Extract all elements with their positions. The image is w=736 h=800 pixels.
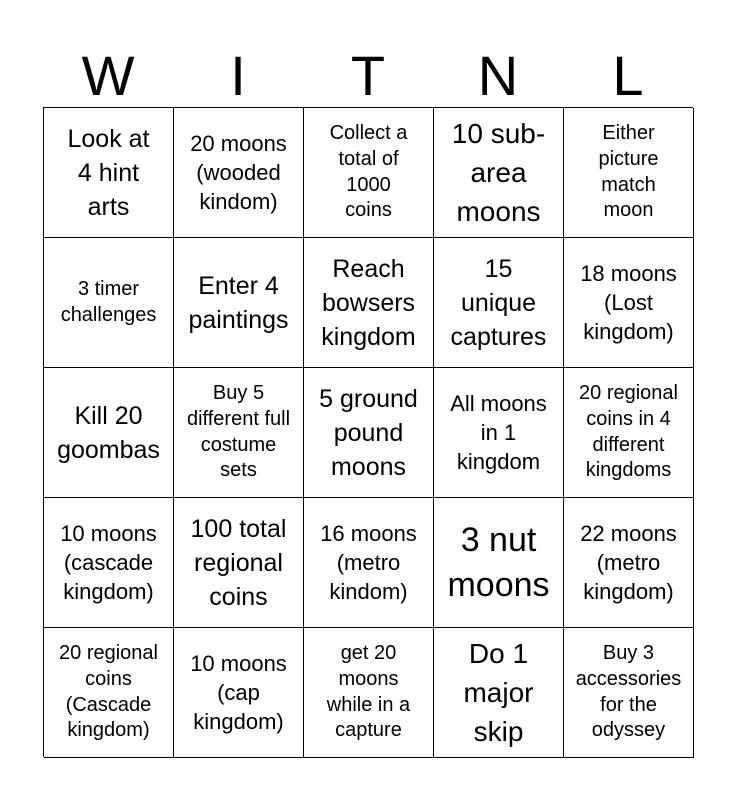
bingo-cell[interactable]: [174, 628, 304, 758]
bingo-cell-text: 20 moons (wooded kindom): [190, 130, 287, 215]
bingo-cell[interactable]: [564, 628, 694, 758]
bingo-cell[interactable]: [564, 238, 694, 368]
bingo-cell-text: 15 unique captures: [450, 254, 547, 351]
bingo-cell-text: 22 moons (metro kingdom): [580, 520, 677, 605]
bingo-cell-text: 3 nut moons: [447, 520, 550, 604]
header-letter-t: T: [350, 44, 386, 107]
bingo-cell-text: 5 ground pound moons: [319, 384, 418, 481]
bingo-cell-text: All moons in 1 kingdom: [450, 390, 547, 475]
bingo-cell[interactable]: [44, 498, 174, 628]
bingo-cell[interactable]: [174, 238, 304, 368]
bingo-cell-text: 16 moons (metro kindom): [320, 520, 417, 605]
bingo-cell[interactable]: [304, 238, 434, 368]
bingo-cell-text: Buy 3 accessories for the odyssey: [575, 642, 682, 742]
bingo-cell[interactable]: [44, 238, 174, 368]
header-letter-n: N: [477, 44, 519, 107]
bingo-cell-text: Look at 4 hint arts: [67, 124, 150, 221]
bingo-cell-text: Enter 4 paintings: [188, 271, 289, 334]
bingo-cell[interactable]: [564, 368, 694, 498]
bingo-cell-text: 20 regional coins in 4 different kingdoms: [579, 382, 678, 482]
bingo-cell[interactable]: [564, 498, 694, 628]
bingo-cell[interactable]: [44, 108, 174, 238]
bingo-cell[interactable]: [304, 108, 434, 238]
bingo-cell[interactable]: [434, 498, 564, 628]
bingo-cell[interactable]: [564, 108, 694, 238]
bingo-cell-text: Either picture match moon: [598, 122, 659, 222]
header-letter-l: L: [612, 44, 644, 107]
bingo-cell-text: 100 total regional coins: [190, 514, 287, 611]
bingo-cell-text: 10 sub- area moons: [451, 117, 546, 228]
bingo-cell-text: Reach bowsers kingdom: [321, 254, 416, 351]
bingo-cell[interactable]: [174, 368, 304, 498]
bingo-cell[interactable]: [174, 108, 304, 238]
bingo-cell[interactable]: [304, 368, 434, 498]
bingo-cell-text: Kill 20 goombas: [57, 401, 160, 464]
bingo-cell-text: get 20 moons while in a capture: [326, 642, 411, 742]
bingo-cell[interactable]: [44, 368, 174, 498]
header-letter-w: W: [81, 44, 135, 107]
bingo-cell[interactable]: [434, 238, 564, 368]
bingo-cell[interactable]: [174, 498, 304, 628]
bingo-cell-text: Buy 5 different full costume sets: [186, 382, 291, 482]
bingo-cell[interactable]: [434, 368, 564, 498]
bingo-cell-text: 18 moons (Lost kingdom): [580, 260, 677, 345]
bingo-board: [43, 107, 693, 757]
bingo-cell-text: Do 1 major skip: [463, 637, 534, 748]
bingo-cell-text: 20 regional coins (Cascade kingdom): [59, 642, 158, 742]
bingo-cell[interactable]: [304, 628, 434, 758]
bingo-header: [43, 45, 693, 107]
bingo-cell[interactable]: [304, 498, 434, 628]
bingo-cell-text: 10 moons (cascade kingdom): [60, 520, 157, 605]
bingo-cell[interactable]: [434, 108, 564, 238]
bingo-cell[interactable]: [44, 628, 174, 758]
bingo-cell-text: 3 timer challenges: [60, 277, 157, 326]
bingo-cell-text: 10 moons (cap kingdom): [190, 650, 287, 735]
bingo-cell[interactable]: [434, 628, 564, 758]
bingo-cell-text: Collect a total of 1000 coins: [329, 122, 408, 222]
header-letter-i: I: [230, 44, 246, 107]
